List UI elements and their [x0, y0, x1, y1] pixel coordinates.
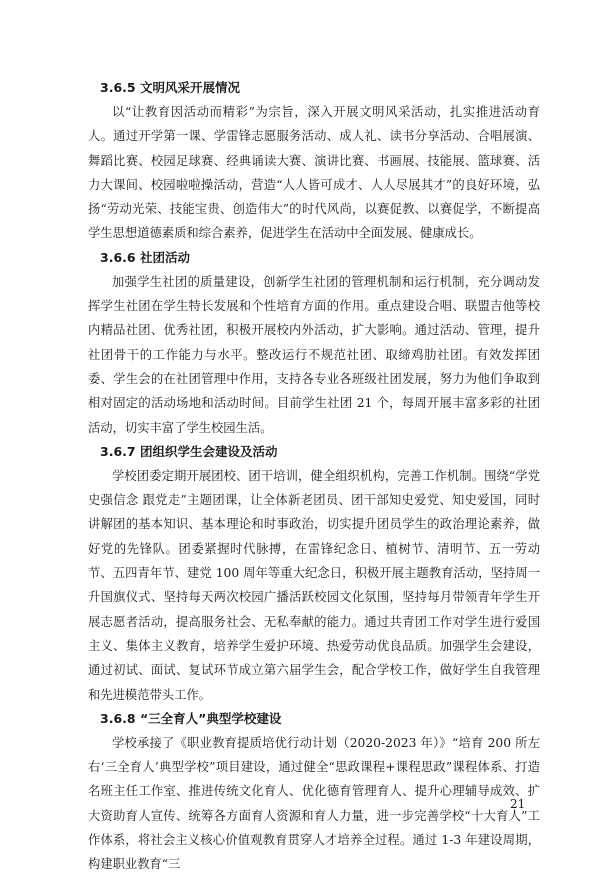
page-content: [88, 76, 540, 877]
section-paragraph-3-6-8: 学校承接了《职业教育提质培优行动计划（2020-2023 年）》“培育 200 所左右‘三全育人’典型学校”项目建设，通过健全“思政课程+课程思政”课程体系、打造名班主任工作室、推进传统文化育人、优化德育管理育人、提升心理辅导成效、扩大资助育人宣传、统筹各方面育人资源和育人力量，进一步完善学校“十大育人”工作体系，将社会主义核心价值观教育贯穿人才培养全过程。通过 1-3 年建设周期，构建职业教育“三: [88, 735, 540, 872]
section-heading-3-6-5: 3.6.5 文明风采开展情况: [100, 80, 240, 95]
page-number: 21: [510, 797, 526, 811]
section-paragraph-3-6-7: 学校团委定期开展团校、团干培训，健全组织机构，完善工作机制。围绕“学党史强信念 跟党走”主题团课，让全体新老团员、团干部知史爱党、知史爱国，同时讲解团的基本知识、基本理论和时事政治，切实提升团员学生的政治理论素养，做好党的先锋队。团委紧握时代脉搏，在雷锋纪念日、植树节、清明节、五一劳动节、五四青年节、建党 100 周年等重大纪念日，积极开展主题教育活动，坚持周一升国旗仪式、坚持每天两次校园广播活跃校园文化氛围，坚持每月带领青年学生开展志愿者活动，提高服务社会、无私奉献的能力。通过共青团工作对学生进行爱国主义、集体主义教育，培养学生爱护环境、热爱劳动优良品质。加强学生会建设，通过初试、面试、复试环节成立第六届学生会，配合学校工作，做好学生自我管理和先进模范带头工作。: [88, 468, 540, 702]
section-heading-3-6-6: 3.6.6 社团活动: [100, 249, 190, 265]
section-paragraph-3-6-6: 加强学生社团的质量建设，创新学生社团的管理机制和运行机制，充分调动发挥学生社团在学生特长发展和个性培育方面的作用。重点建设合唱、联盟吉他等校内精品社团、优秀社团，积极开展校内外活动，扩大影响。通过活动、管理，提升社团骨干的工作能力与水平。整改运行不规范社团、取缔鸡肋社团。有效发挥团委、学生会的在社团管理中作用，支持各专业各班级社团发展，努力为他们争取到相对固定的活动场地和活动时间。目前学生社团 21 个，每周开展丰富多彩的社团活动，切实丰富了学生校园生活。: [88, 274, 540, 435]
section-paragraph-3-6-5: 以“让教育因活动而精彩”为宗旨，深入开展文明风采活动，扎实推进活动育人。通过开学第一课、学雷锋志愿服务活动、成人礼、读书分享活动、合唱展演、舞蹈比赛、校园足球赛、经典诵读大赛、演讲比赛、书画展、技能展、篮球赛、活力大课间、校园啦啦操活动，营造“人人皆可成才、人人尽展其才”的良好环境，弘扬“劳动光荣、技能宝贵、创造伟大”的时代风尚，以赛促教、以赛促学，不断提高学生思想道德素质和综合素养，促进学生在活动中全面发展、健康成长。: [88, 105, 540, 241]
section-heading-3-6-7: 3.6.7 团组织学生会建设及活动: [100, 443, 278, 459]
section-heading-3-6-8: 3.6.8 “三全育人”典型学校建设: [100, 710, 282, 726]
